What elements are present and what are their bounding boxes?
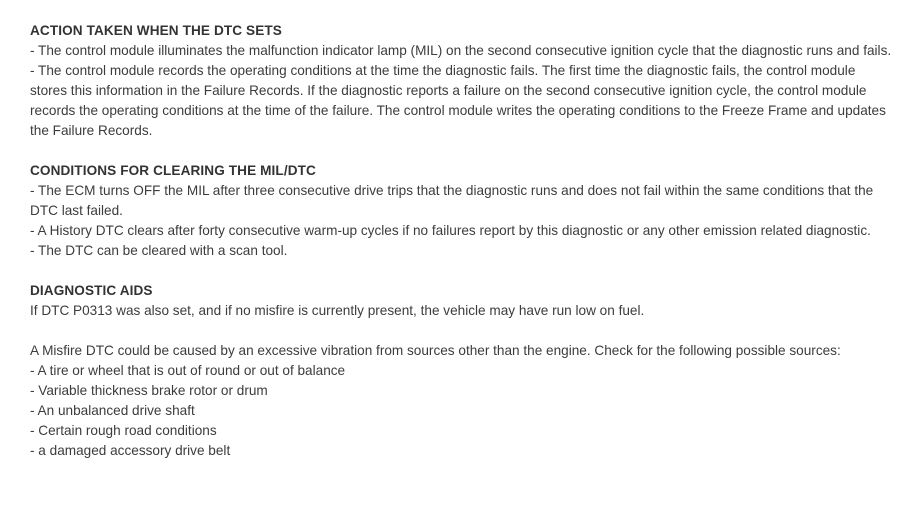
spacer bbox=[30, 261, 892, 281]
aids-line-p0313: If DTC P0313 was also set, and if no misfire is currently present, the vehicle may have run low on fuel. bbox=[30, 303, 645, 318]
section-heading-diagnostic-aids: DIAGNOSTIC AIDS bbox=[30, 283, 153, 298]
aids-line-drive-shaft: - An unbalanced drive shaft bbox=[30, 403, 195, 418]
aids-line-tire-wheel: - A tire or wheel that is out of round or out of balance bbox=[30, 363, 346, 378]
section-heading-clearing: CONDITIONS FOR CLEARING THE MIL/DTC bbox=[30, 163, 316, 178]
action-line-records-conditions: - The control module records the operating conditions at the time the diagnostic fails. The first time the diagnostic fails, the control module stores this information in the Failure Records. If the diagnostic reports a failure on the second consecutive ignition cycle, the control module records the operating conditions at the time of the failure. The control module writes the operating conditions to the Freeze Frame and updates the Failure Records. bbox=[30, 63, 886, 138]
clearing-line-scan-tool: - The DTC can be cleared with a scan tool. bbox=[30, 243, 288, 258]
section-heading-action-taken: ACTION TAKEN WHEN THE DTC SETS bbox=[30, 23, 282, 38]
spacer bbox=[30, 141, 892, 161]
aids-line-drive-belt: - a damaged accessory drive belt bbox=[30, 443, 231, 458]
action-line-mil-illumination: - The control module illuminates the malfunction indicator lamp (MIL) on the second consecutive ignition cycle that the diagnostic runs and fails. bbox=[30, 43, 892, 58]
clearing-line-history-dtc: - A History DTC clears after forty consecutive warm-up cycles if no failures report by this diagnostic or any other emission related diagnostic. bbox=[30, 223, 871, 238]
aids-line-brake-rotor: - Variable thickness brake rotor or drum bbox=[30, 383, 268, 398]
aids-line-misfire-vibration: A Misfire DTC could be caused by an excessive vibration from sources other than the engine. Check for the following possible sources: bbox=[30, 343, 841, 358]
aids-line-rough-road: - Certain rough road conditions bbox=[30, 423, 217, 438]
spacer bbox=[30, 321, 892, 341]
clearing-line-ecm-turns-off: - The ECM turns OFF the MIL after three consecutive drive trips that the diagnostic runs and does not fail within the same conditions that the DTC last failed. bbox=[30, 183, 874, 218]
